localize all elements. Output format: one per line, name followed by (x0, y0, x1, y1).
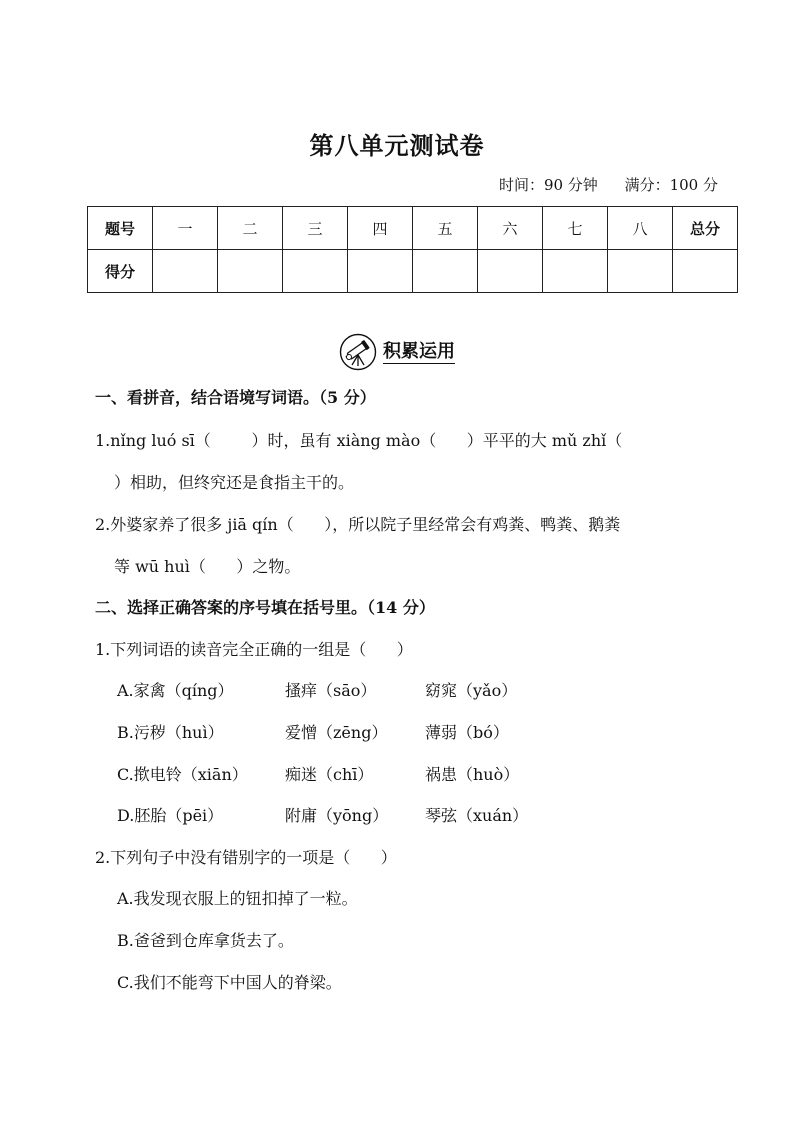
score-cell-header: 三 (283, 207, 348, 250)
q2-option: 附庸（yōng） (285, 806, 389, 825)
q2-option: 琴弦（xuán） (425, 806, 529, 825)
score-cell-blank[interactable] (413, 250, 478, 293)
score-cell-header: 一 (153, 207, 218, 250)
telescope-icon (339, 333, 377, 371)
q2-option: 祸患（huò） (425, 765, 520, 784)
score-row-label: 得分 (88, 250, 153, 293)
score-cell-header: 五 (413, 207, 478, 250)
score-cell-blank[interactable] (153, 250, 218, 293)
score-table-score-row (88, 250, 738, 293)
exam-meta (477, 174, 718, 195)
score-cell-header: 题号 (88, 207, 153, 250)
score-cell-header: 总分 (673, 207, 738, 250)
q2-sub-question: 1.下列词语的读音完全正确的一组是（ ） (95, 640, 413, 659)
score-cell-header: 二 (218, 207, 283, 250)
q2-option: 痴迷（chī） (285, 765, 374, 784)
score-cell-blank[interactable] (283, 250, 348, 293)
q2-sub-question: 2.下列句子中没有错别字的一项是（ ） (95, 848, 397, 867)
score-cell-blank[interactable] (478, 250, 543, 293)
q1-heading: 一、看拼音，结合语境写词语。（5 分） (95, 388, 376, 407)
score-table-header-row (88, 207, 738, 250)
q2-option: B.污秽（huì） (117, 723, 224, 742)
score-cell-header: 六 (478, 207, 543, 250)
score-cell-blank[interactable] (218, 250, 283, 293)
q2-option: B.爸爸到仓库拿货去了。 (117, 931, 294, 950)
q1-line: 等 wū huì（ ）之物。 (114, 557, 301, 576)
section-header (0, 332, 794, 372)
score-cell-blank[interactable] (543, 250, 608, 293)
q2-option: A.家禽（qíng） (117, 681, 234, 700)
q2-option: C.我们不能弯下中国人的脊梁。 (117, 973, 342, 992)
score-cell-blank[interactable] (608, 250, 673, 293)
q1-line: 1.nǐng luó sī（ ）时，虽有 xiàng mào（ ）平平的大 mǔ zhǐ（ (95, 431, 623, 450)
score-cell-header: 八 (608, 207, 673, 250)
q2-option: C.揿电铃（xiān） (117, 765, 248, 784)
q1-line: 2.外婆家养了很多 jiā qín（ ），所以院子里经常会有鸡粪、鸭粪、鹅粪 (95, 515, 621, 534)
score-cell-header: 四 (348, 207, 413, 250)
page-title: 第八单元测试卷 (309, 131, 485, 160)
q2-option: 搔痒（sāo） (285, 681, 377, 700)
section-label: 积累运用 (383, 340, 455, 362)
score-cell-blank[interactable] (673, 250, 738, 293)
score-cell-header: 七 (543, 207, 608, 250)
q2-option: D.胚胎（pēi） (117, 806, 224, 825)
q2-option: 窈窕（yǎo） (425, 681, 518, 700)
exam-full-score: 满分：100 分 (624, 176, 718, 194)
exam-time: 时间：90 分钟 (498, 176, 598, 194)
score-table (87, 206, 738, 293)
score-cell-blank[interactable] (348, 250, 413, 293)
q1-line: ）相助，但终究还是食指主干的。 (114, 473, 355, 492)
q2-option: A.我发现衣服上的钮扣掉了一粒。 (117, 889, 358, 908)
q2-option: 爱憎（zēng） (285, 723, 388, 742)
q2-option: 薄弱（bó） (425, 723, 509, 742)
q2-heading: 二、选择正确答案的序号填在括号里。（14 分） (95, 598, 435, 617)
